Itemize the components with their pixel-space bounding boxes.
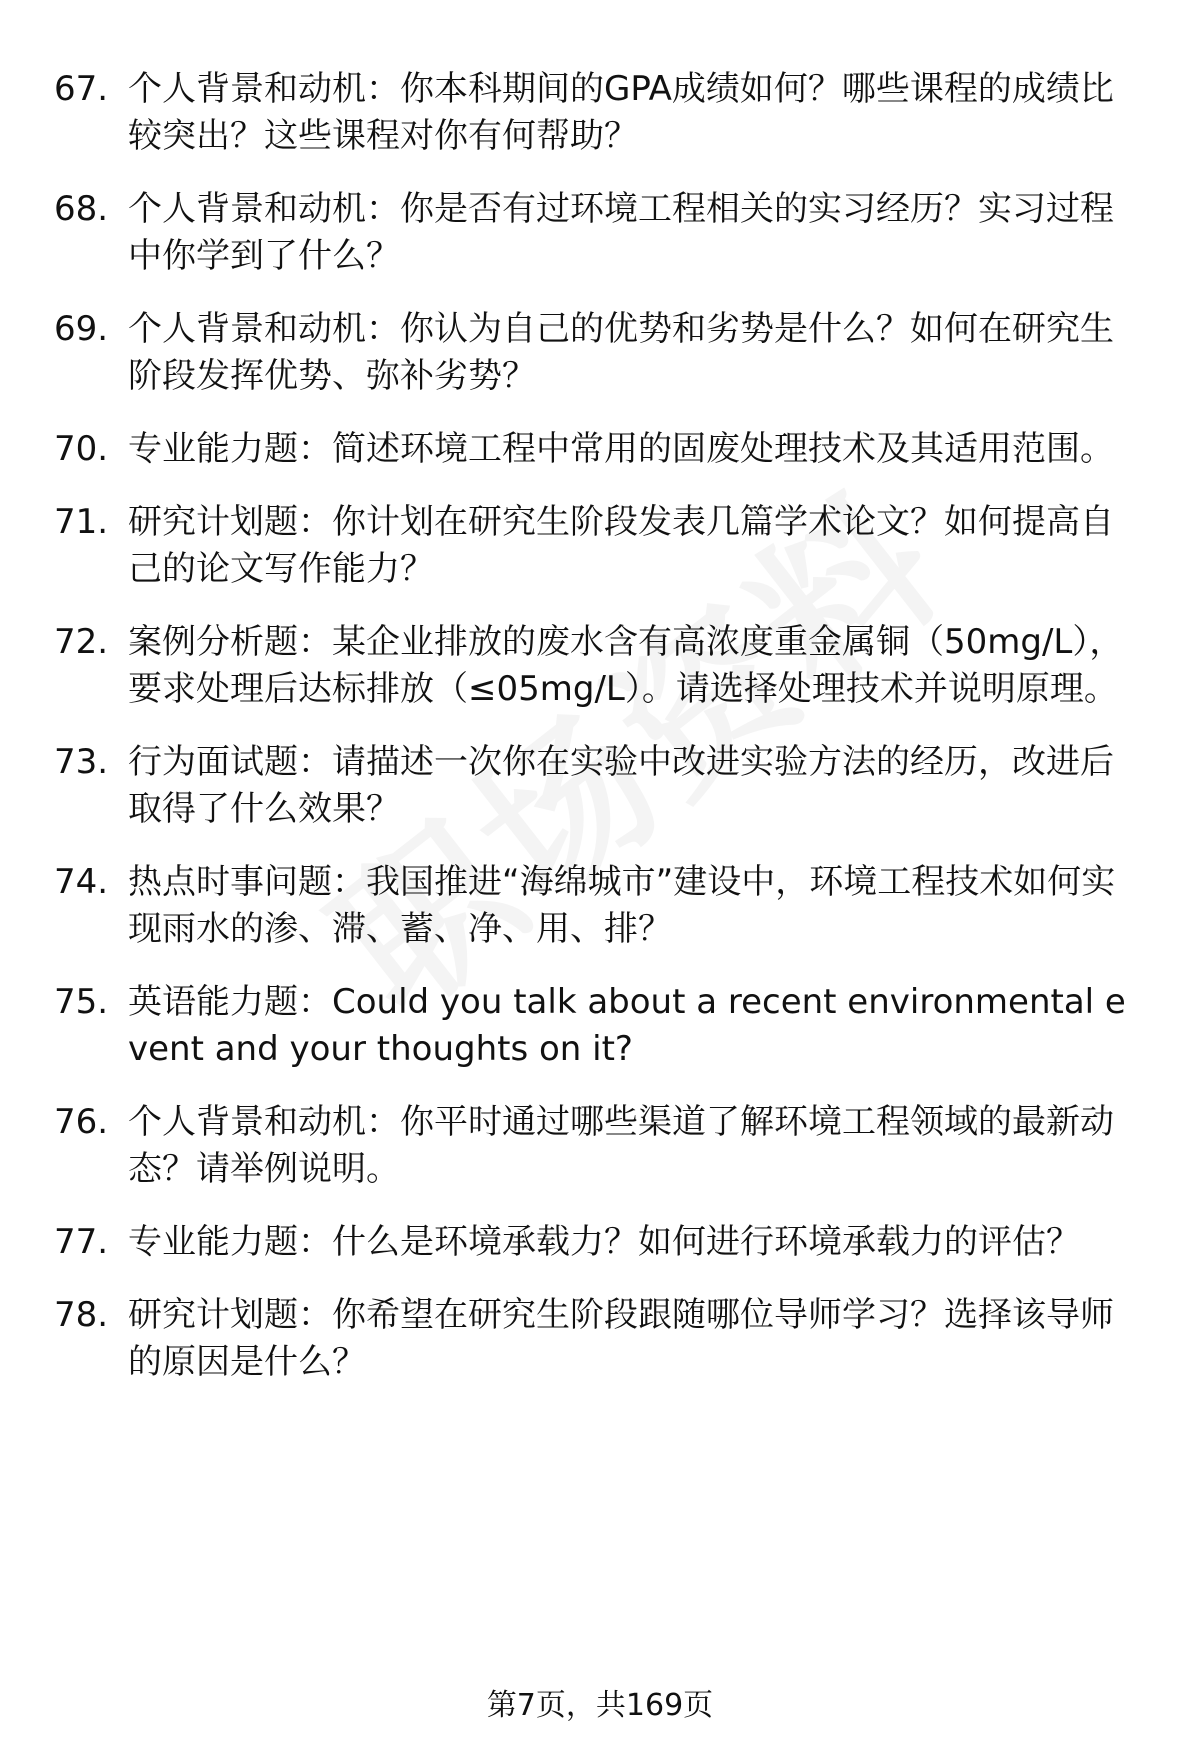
- list-item: [54, 66, 1140, 160]
- list-item: [54, 499, 1140, 593]
- question-text: 研究计划题：你希望在研究生阶段跟随哪位导师学习？选择该导师的原因是什么？: [128, 1295, 1114, 1382]
- question-text: 个人背景和动机：你认为自己的优势和劣势是什么？如何在研究生阶段发挥优势、弥补劣势？: [128, 309, 1114, 396]
- question-text: 行为面试题：请描述一次你在实验中改进实验方法的经历，改进后取得了什么效果？: [128, 742, 1114, 829]
- question-text: 专业能力题：简述环境工程中常用的固废处理技术及其适用范围。: [128, 429, 1114, 469]
- question-number: 70.: [54, 429, 109, 469]
- list-item: [54, 1099, 1140, 1193]
- question-number: 75.: [54, 982, 109, 1022]
- question-number: 73.: [54, 742, 109, 782]
- question-number: 69.: [54, 309, 109, 349]
- question-number: 77.: [54, 1222, 109, 1262]
- question-text: 个人背景和动机：你平时通过哪些渠道了解环境工程领域的最新动态？请举例说明。: [128, 1102, 1114, 1189]
- question-text: 案例分析题：某企业排放的废水含有高浓度重金属铜（50mg/L），要求处理后达标排放（≤05mg/L）。请选择处理技术并说明原理。: [128, 622, 1124, 709]
- question-text: 研究计划题：你计划在研究生阶段发表几篇学术论文？如何提高自己的论文写作能力？: [128, 502, 1114, 589]
- question-number: 72.: [54, 622, 109, 662]
- question-text: 个人背景和动机：你本科期间的GPA成绩如何？哪些课程的成绩比较突出？这些课程对你有何帮助？: [128, 69, 1114, 156]
- list-item: [54, 306, 1140, 400]
- list-item: [54, 619, 1140, 713]
- question-text: 热点时事问题：我国推进“海绵城市”建设中，环境工程技术如何实现雨水的渗、滞、蓄、净、用、排？: [128, 862, 1116, 949]
- list-item: [54, 1292, 1140, 1386]
- question-text: 专业能力题：什么是环境承载力？如何进行环境承载力的评估？: [128, 1222, 1080, 1262]
- question-text: 英语能力题：Could you talk about a recent environmental event and your thoughts on it?: [128, 982, 1126, 1069]
- list-item: [54, 739, 1140, 833]
- question-number: 74.: [54, 862, 109, 902]
- question-number: 76.: [54, 1102, 109, 1142]
- list-item: [54, 859, 1140, 953]
- page-footer: 第7页，共169页: [486, 1688, 714, 1723]
- question-number: 67.: [54, 69, 109, 109]
- question-number: 71.: [54, 502, 109, 542]
- question-number: 68.: [54, 189, 109, 229]
- question-text: 个人背景和动机：你是否有过环境工程相关的实习经历？实习过程中你学到了什么？: [128, 189, 1114, 276]
- list-item: [54, 186, 1140, 280]
- list-item: [54, 1219, 1140, 1266]
- list-item: [54, 979, 1140, 1073]
- question-number: 78.: [54, 1295, 109, 1335]
- list-item: [54, 426, 1140, 473]
- question-list: [54, 66, 1140, 1386]
